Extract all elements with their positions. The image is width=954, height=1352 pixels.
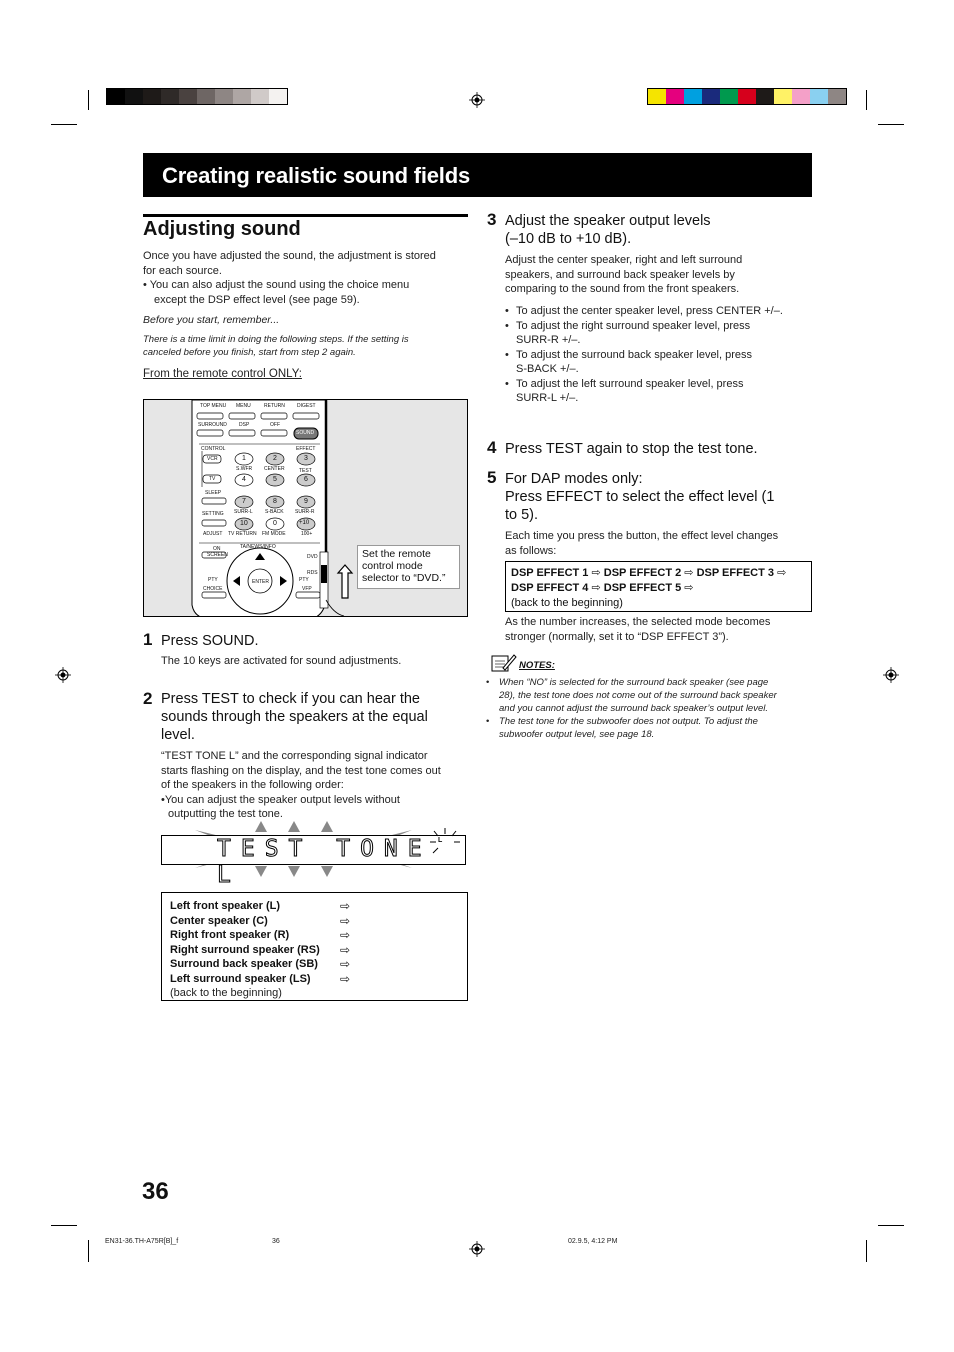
speaker-name: Surround back speaker (SB) — [170, 958, 318, 970]
remote-key-7: 7 — [242, 498, 246, 505]
color-swatch — [684, 89, 702, 104]
step-1-title: Press SOUND. — [161, 633, 259, 649]
note-line: 28), the test tone does not come out of the surround back speaker — [499, 690, 777, 701]
step-5-title-line: For DAP modes only: — [505, 471, 643, 487]
remote-label-return: RETURN — [264, 403, 285, 409]
color-swatch — [269, 89, 287, 104]
bullet-line: • To adjust the surround back speaker level, press — [516, 348, 753, 361]
step-5-title-line: to 5). — [505, 507, 539, 523]
remote-key-10: 10 — [240, 520, 248, 527]
bullet-item — [505, 348, 810, 377]
arrow-icon: ⇨ — [340, 942, 351, 957]
step-3-bullets — [505, 304, 810, 406]
remote-label-tv-return: TV RETURN — [228, 531, 257, 537]
remote-key-9: 9 — [304, 498, 308, 505]
speaker-name: Right surround speaker (RS) — [170, 943, 320, 956]
step-3-text-line: comparing to the sound from the front speakers. — [505, 283, 740, 295]
remote-label-fm-mode: FM MODE — [262, 531, 286, 537]
gray-color-bar — [106, 88, 288, 105]
arrow-icon: ⇨ — [684, 582, 694, 594]
step-2-title-line: level. — [161, 727, 195, 743]
bullet-item — [505, 304, 810, 319]
arrow-icon: ⇨ — [340, 957, 351, 971]
registration-mark-icon — [469, 1241, 485, 1257]
color-swatch — [828, 89, 846, 104]
remote-label-off: OFF — [270, 422, 280, 428]
step-3-text — [505, 253, 810, 297]
crop-mark — [51, 124, 77, 125]
speaker-row — [170, 899, 459, 914]
step-5-after-text — [505, 615, 810, 644]
speaker-name: Left front speaker (L) — [170, 900, 281, 912]
bullet-line: • To adjust the center speaker level, press CENTER +/–. — [516, 305, 783, 317]
step-2-bullet-line: outputting the test tone. — [168, 808, 283, 820]
remote-label-adjust: ADJUST — [203, 531, 223, 537]
remote-vcr-button: VCR — [207, 456, 218, 462]
remote-key-8: 8 — [273, 498, 277, 505]
bullet-line: SURR-L +/–. — [516, 392, 579, 404]
effect-label: DSP EFFECT 4 — [511, 582, 589, 594]
effect-line — [511, 566, 806, 581]
remote-label-dvd: DVD — [307, 554, 318, 560]
bullet-item — [505, 319, 810, 348]
color-swatch — [107, 89, 125, 104]
step-2-text-line: “TEST TONE L” and the corresponding signal indicator — [161, 750, 428, 762]
color-swatch — [810, 89, 828, 104]
color-swatch — [792, 89, 810, 104]
remote-label-top-menu: TOP MENU — [200, 403, 227, 409]
speaker-row — [170, 972, 459, 987]
display-text: TEST TONE L — [217, 836, 432, 888]
intro-text — [143, 249, 473, 307]
step-2-text — [161, 749, 471, 822]
intro-line: for each source. — [143, 264, 222, 277]
color-swatch — [125, 89, 143, 104]
step-2-text-line: of the speakers in the following order: — [161, 779, 344, 791]
bullet-line: S-BACK +/–. — [516, 363, 579, 375]
arrow-icon: ⇨ — [340, 913, 351, 928]
remote-label-pty-left: PTY — [208, 577, 218, 583]
remote-label-test: TEST — [299, 468, 312, 474]
note-item — [486, 676, 811, 715]
remote-label-control: CONTROL — [201, 446, 226, 452]
notes-pencil-icon — [491, 653, 517, 673]
step-3-text-line: Adjust the center speaker, right and left surround — [505, 254, 743, 266]
note-item — [486, 715, 811, 741]
crop-mark — [88, 1240, 89, 1262]
remote-illustration — [143, 399, 468, 617]
footer-date: 02.9.5, 4:12 PM — [568, 1238, 618, 1245]
step-4-title: Press TEST again to stop the test tone. — [505, 441, 758, 457]
color-swatch — [143, 89, 161, 104]
step-2-text-line: starts flashing on the display, and the test tone comes out — [161, 764, 441, 777]
step-5-text-line: Each time you press the button, the effect level changes — [505, 530, 779, 542]
step-5-after-line: stronger (normally, set it to “DSP EFFECT 3”). — [505, 630, 729, 643]
remote-key-2: 2 — [273, 455, 277, 462]
speaker-row — [170, 914, 459, 929]
arrow-icon: ⇨ — [777, 567, 787, 579]
remote-key-0: 0 — [273, 520, 277, 527]
remote-label-ta-news-info: TA/NEWS/INFO — [240, 544, 276, 550]
remote-enter-button: ENTER — [252, 579, 269, 585]
remote-label-surround: SURROUND — [198, 422, 227, 428]
registration-mark-icon — [469, 92, 485, 108]
effect-label: DSP EFFECT 1 — [511, 567, 589, 579]
remote-label-choice: CHOICE — [203, 586, 223, 592]
step-3-number: 3 — [487, 210, 497, 229]
intro-bullet-line: except the DSP effect level (see page 59). — [154, 293, 360, 306]
step-2-title — [161, 690, 471, 744]
remote-label-100plus: 100+ — [301, 531, 313, 537]
color-swatch — [179, 89, 197, 104]
step-3-title — [505, 212, 711, 248]
step-5-text — [505, 529, 810, 558]
remote-label-effect: EFFECT — [296, 446, 316, 452]
bullet-line: • To adjust the right surround speaker level, press — [516, 319, 751, 332]
color-swatch — [756, 89, 774, 104]
effect-label: DSP EFFECT 3 — [696, 567, 774, 579]
step-5-text-line: as follows: — [505, 544, 557, 557]
registration-mark-icon — [883, 667, 899, 683]
remote-label-rds: RDS — [307, 570, 318, 576]
bullet-item — [505, 377, 810, 406]
callout-line: control mode — [362, 560, 423, 572]
crop-mark — [878, 1225, 904, 1226]
remote-label-dsp: DSP — [239, 422, 250, 428]
arrow-icon: ⇨ — [340, 928, 351, 942]
step-1-text: The 10 keys are activated for sound adjustments. — [161, 655, 402, 667]
speaker-indicator-icon — [428, 828, 462, 856]
speaker-name: Left surround speaker (LS) — [170, 972, 311, 985]
remote-label-setting: SETTING — [202, 511, 224, 517]
speaker-order-table — [161, 892, 468, 1001]
remote-only-label: From the remote control ONLY: — [143, 368, 302, 380]
remote-key-1: 1 — [242, 455, 246, 462]
step-4-number: 4 — [487, 438, 497, 457]
effect-cycle-box — [505, 561, 812, 612]
step-2-title-line: Press TEST to check if you can hear the — [161, 691, 420, 707]
color-swatch — [666, 89, 684, 104]
section-rule — [143, 214, 468, 217]
remote-tv-button: TV — [209, 476, 216, 482]
crop-mark — [866, 1240, 867, 1262]
remote-key-6: 6 — [304, 476, 308, 483]
remote-label-pty-right: PTY — [299, 577, 309, 583]
remote-label-vfp: VFP — [302, 586, 312, 592]
note-line: • When “NO” is selected for the surround back speaker (see page — [499, 677, 769, 688]
speaker-row — [170, 943, 459, 958]
crop-mark — [866, 90, 867, 110]
arrow-icon: ⇨ — [591, 582, 601, 594]
remote-key-plus10: +10 — [299, 520, 310, 526]
step-5-title-line: Press EFFECT to select the effect level (1 — [505, 489, 775, 505]
color-swatch — [720, 89, 738, 104]
color-swatch — [738, 89, 756, 104]
callout-line: Set the remote — [362, 548, 431, 560]
arrow-icon: ⇨ — [340, 971, 351, 986]
step-2-bullet-line: •You can adjust the speaker output levels without — [161, 793, 400, 806]
test-tone-display — [161, 835, 466, 888]
speaker-row — [170, 928, 459, 943]
time-limit-note — [143, 333, 473, 359]
callout-line: selector to “DVD.” — [362, 572, 446, 584]
remote-key-5: 5 — [273, 476, 277, 483]
note-line: subwoofer output level, see page 18. — [499, 729, 655, 740]
effect-back-text: (back to the beginning) — [511, 597, 623, 609]
registration-mark-icon — [55, 667, 71, 683]
intro-line: Once you have adjusted the sound, the adjustment is stored — [143, 250, 436, 262]
crop-mark — [88, 90, 89, 110]
speaker-row — [170, 957, 459, 972]
section-title: Adjusting sound — [143, 218, 301, 240]
effect-line — [511, 581, 806, 596]
time-limit-line: canceled before you finish, start from step 2 again. — [143, 347, 356, 358]
remote-label-surr-r: SURR-R — [295, 509, 315, 515]
step-2-title-line: sounds through the speakers at the equal — [161, 709, 428, 725]
page-number: 36 — [142, 1178, 169, 1205]
step-5-title — [505, 470, 815, 524]
remote-label-swfr: S.WFR — [236, 466, 253, 472]
bullet-line: SURR-R +/–. — [516, 334, 581, 346]
speaker-name: Right front speaker (R) — [170, 929, 290, 941]
note-line: and you cannot adjust the surround back speaker’s output level. — [499, 703, 768, 714]
color-bar — [647, 88, 847, 105]
arrow-icon: ⇨ — [591, 567, 601, 579]
color-swatch — [233, 89, 251, 104]
indicator-letter: L — [438, 837, 443, 844]
notes-label: NOTES: — [519, 660, 555, 671]
color-swatch — [251, 89, 269, 104]
step-5-after-line: As the number increases, the selected mode becomes — [505, 616, 771, 628]
notes-list — [486, 676, 811, 741]
mode-selector-callout — [357, 545, 460, 589]
chapter-title: Creating realistic sound fields — [162, 163, 470, 188]
crop-mark — [51, 1225, 77, 1226]
remote-sound-button: SOUND — [296, 430, 315, 436]
arrow-icon: ⇨ — [684, 567, 694, 579]
time-limit-line: There is a time limit in doing the following steps. If the setting is — [143, 334, 409, 345]
intro-bullet-line: • You can also adjust the sound using the choice menu — [143, 279, 410, 291]
effect-label: DSP EFFECT 5 — [603, 582, 682, 594]
remote-label-on: ON — [213, 546, 221, 552]
effect-label: DSP EFFECT 2 — [603, 567, 682, 579]
speaker-name: Center speaker (C) — [170, 914, 268, 927]
footer-file: EN31-36.TH-A75R[B]_f — [105, 1238, 179, 1245]
step-2-number: 2 — [143, 689, 153, 708]
remote-label-center: CENTER — [264, 466, 285, 472]
bullet-line: • To adjust the left surround speaker level, press — [516, 377, 744, 390]
step-3-text-line: speakers, and surround back speaker levels by — [505, 268, 735, 281]
color-swatch — [702, 89, 720, 104]
crop-mark — [878, 124, 904, 125]
remote-label-surr-l: SURR-L — [234, 509, 253, 515]
step-5-number: 5 — [487, 468, 497, 487]
arrow-icon: ⇨ — [340, 899, 351, 913]
color-swatch — [161, 89, 179, 104]
step-3-title-line: Adjust the speaker output levels — [505, 213, 711, 229]
remote-label-screen: SCREEN — [207, 552, 228, 558]
note-line: • The test tone for the subwoofer does not output. To adjust the — [499, 716, 758, 727]
speaker-back-text: (back to the beginning) — [170, 987, 282, 999]
before-start-label: Before you start, remember... — [143, 314, 280, 326]
step-3-title-line: (–10 dB to +10 dB). — [505, 231, 632, 247]
remote-label-s-back: S-BACK — [265, 509, 284, 515]
remote-label-menu: MENU — [236, 403, 251, 409]
color-swatch — [197, 89, 215, 104]
remote-key-4: 4 — [242, 476, 246, 483]
footer-page: 36 — [272, 1238, 280, 1245]
remote-label-digest: DIGEST — [297, 403, 316, 409]
color-swatch — [215, 89, 233, 104]
remote-key-3: 3 — [304, 455, 308, 462]
remote-label-sleep: SLEEP — [205, 490, 222, 496]
color-swatch — [648, 89, 666, 104]
color-swatch — [774, 89, 792, 104]
step-1-number: 1 — [143, 630, 153, 649]
